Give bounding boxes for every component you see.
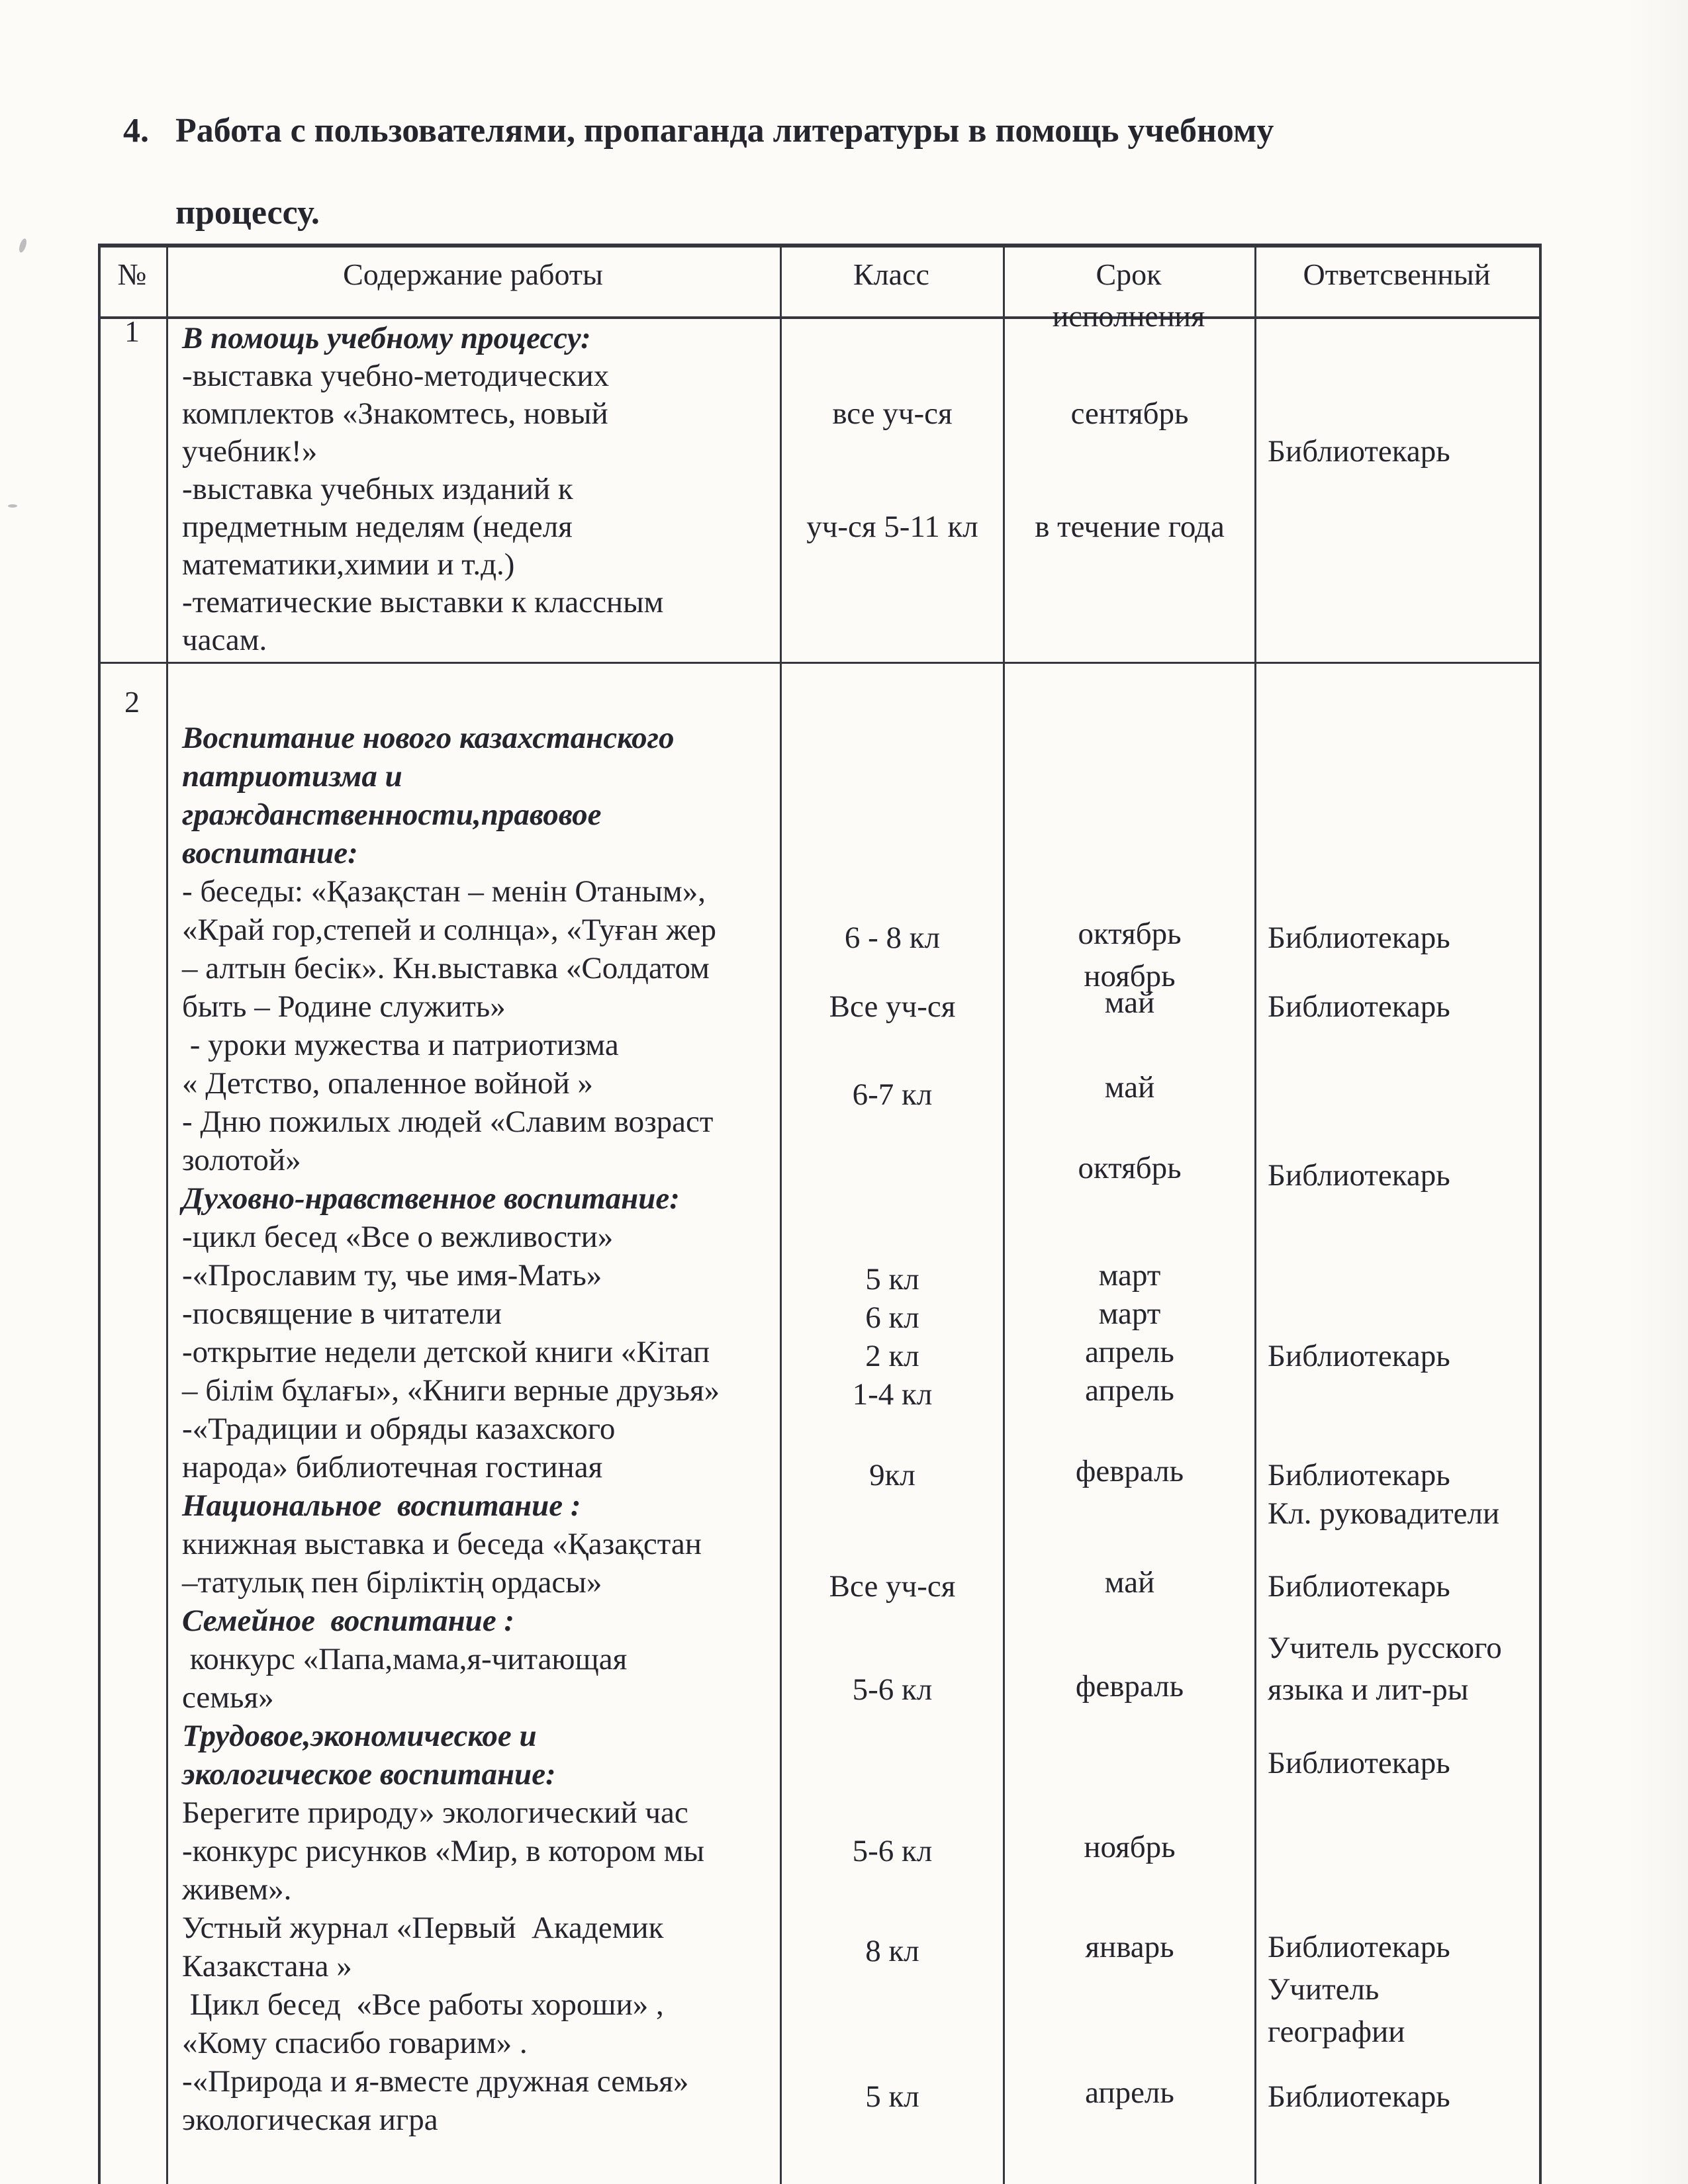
text-line: в течение года: [1035, 510, 1225, 544]
table-border-top: [98, 244, 1541, 248]
section-number: 4.: [123, 112, 149, 150]
text-line: экологическое воспитание:: [182, 1757, 556, 1792]
text-line: Устный журнал «Первый Академик: [182, 1911, 664, 1945]
section-title-text: Работа с пользователями, пропаганда литературы в помощь учебному: [175, 112, 1274, 150]
row1-bottom-border: [98, 662, 1541, 664]
text-line: -выставка учебных изданий к: [182, 472, 573, 506]
text-line: 5 кл: [865, 2079, 919, 2115]
text-line: 6 кл: [865, 1300, 919, 1335]
text-line: Библиотекарь: [1268, 989, 1450, 1024]
section-title: [123, 111, 1274, 151]
text-line: учебник!»: [182, 434, 318, 469]
text-line: воспитание:: [182, 836, 358, 870]
text-line: В помощь учебному процессу:: [182, 321, 591, 355]
text-line: -конкурс рисунков «Мир, в котором мы: [182, 1834, 705, 1868]
text-line: -открытие недели детской книги «Кітап: [182, 1335, 710, 1369]
text-line: Семейное воспитание :: [182, 1604, 515, 1638]
text-line: -«Традиции и обряды казахского: [182, 1412, 616, 1446]
text-line: 1-4 кл: [852, 1377, 933, 1412]
text-line: Библиотекарь: [1268, 434, 1450, 469]
column-divider-num: [166, 244, 168, 2184]
text-line: Библиотекарь: [1268, 1930, 1450, 1964]
text-line: «Край гор,степей и солнца», «Туған жер: [182, 913, 717, 947]
text-line: золотой»: [182, 1143, 301, 1177]
text-line: октябрь: [1078, 1150, 1182, 1185]
text-line: 9кл: [869, 1457, 915, 1492]
text-line: –татулық пен бірліктің ордасы»: [182, 1565, 602, 1600]
text-line: ноябрь: [1084, 958, 1176, 993]
text-line: языка и лит-ры: [1268, 1672, 1469, 1707]
text-line: Библиотекарь: [1268, 2079, 1450, 2115]
text-line: все уч-ся: [832, 396, 953, 431]
text-line: -цикл бесед «Все о вежливости»: [182, 1220, 614, 1254]
header-responsible: Ответсвенный: [1303, 257, 1491, 291]
text-line: Трудовое,экономическое и: [182, 1719, 537, 1753]
table-border-left: [98, 244, 101, 2184]
text-line: -«Природа и я-вместе дружная семья»: [182, 2064, 689, 2099]
text-line: гражданственности,правовое: [182, 797, 602, 832]
text-line: – білім бұлағы», «Книги верные друзья»: [182, 1373, 720, 1408]
text-line: Библиотекарь: [1268, 920, 1450, 955]
text-line: Библиотекарь: [1268, 1569, 1450, 1604]
text-line: Цикл бесед «Все работы хороши» ,: [182, 1987, 664, 2022]
section-title-line2: процессу.: [175, 194, 320, 232]
text-line: 8 кл: [865, 1933, 919, 1968]
text-line: апрель: [1085, 1373, 1174, 1408]
text-line: октябрь: [1078, 916, 1182, 951]
text-line: «Кому спасибо говарим» .: [182, 2026, 528, 2060]
scan-speck: [18, 238, 28, 253]
text-line: Кл. руковадители: [1268, 1496, 1500, 1531]
text-line: математики,химии и т.д.): [182, 547, 515, 582]
text-line: Библиотекарь: [1268, 1457, 1450, 1492]
text-line: январь: [1085, 1930, 1174, 1964]
text-line: Духовно-нравственное воспитание:: [182, 1181, 680, 1216]
header-content: Содержание работы: [343, 257, 603, 291]
text-line: Библиотекарь: [1268, 1338, 1450, 1373]
text-line: май: [1104, 1069, 1155, 1105]
text-line: географии: [1268, 2014, 1405, 2049]
scan-speck: [8, 504, 17, 508]
text-line: март: [1098, 1258, 1161, 1293]
text-line: Национальное воспитание :: [182, 1488, 581, 1523]
text-line: Все уч-ся: [829, 1569, 956, 1604]
text-line: май: [1104, 1565, 1155, 1600]
text-line: 5-6 кл: [852, 1834, 933, 1868]
text-line: Учитель русского: [1268, 1630, 1502, 1665]
text-line: уч-ся 5-11 кл: [806, 510, 978, 544]
text-line: Библиотекарь: [1268, 1745, 1450, 1780]
header-term-line2: исполнения: [1052, 299, 1205, 333]
text-line: Библиотекарь: [1268, 1158, 1450, 1193]
text-line: май: [1104, 985, 1155, 1021]
text-line: - уроки мужества и патриотизма: [182, 1028, 619, 1062]
text-line: -выставка учебно-методических: [182, 359, 610, 393]
text-line: быть – Родине служить»: [182, 989, 506, 1024]
text-line: март: [1098, 1297, 1161, 1331]
table-border-right: [1539, 244, 1542, 2184]
header-bottom-border: [98, 316, 1541, 319]
text-line: -«Прославим ту, чье имя-Мать»: [182, 1258, 602, 1293]
column-divider-term: [1254, 244, 1256, 2184]
text-line: Берегите природу» экологический час: [182, 1796, 688, 1830]
text-line: апрель: [1085, 2075, 1174, 2111]
text-line: Все уч-ся: [829, 989, 956, 1024]
text-line: Воспитание нового казахстанского: [182, 721, 675, 755]
text-line: комплектов «Знакомтесь, новый: [182, 396, 608, 431]
text-line: 5 кл: [865, 1261, 919, 1297]
text-line: патриотизма и: [182, 759, 402, 794]
text-line: книжная выставка и беседа «Қазақстан: [182, 1527, 702, 1561]
text-line: февраль: [1075, 1453, 1184, 1488]
header-class: Класс: [853, 257, 929, 291]
text-line: Учитель: [1268, 1972, 1380, 2007]
text-line: -тематические выставки к классным: [182, 585, 664, 619]
text-line: -посвящение в читатели: [182, 1297, 502, 1331]
text-line: часам.: [182, 623, 267, 657]
text-line: февраль: [1075, 1668, 1184, 1704]
text-line: – алтын бесік». Кн.выставка «Солдатом: [182, 951, 710, 985]
text-line: 6-7 кл: [852, 1077, 933, 1113]
header-num: №: [117, 257, 147, 291]
text-line: Казакстана »: [182, 1949, 352, 1983]
header-term-line1: Срок: [1096, 257, 1162, 291]
row2-number: 2: [124, 685, 140, 719]
text-line: конкурс «Папа,мама,я-читающая: [182, 1642, 628, 1676]
row1-number: 1: [124, 314, 140, 348]
text-line: народа» библиотечная гостиная: [182, 1450, 603, 1484]
text-line: апрель: [1085, 1335, 1174, 1369]
text-line: 5-6 кл: [852, 1672, 933, 1707]
text-line: экологическая игра: [182, 2103, 438, 2137]
text-line: предметным неделям (неделя: [182, 510, 573, 544]
text-line: - беседы: «Қазақстан – менін Отаным»,: [182, 874, 706, 909]
text-line: семья»: [182, 1680, 274, 1715]
text-line: живем».: [182, 1872, 292, 1907]
text-line: сентябрь: [1070, 396, 1189, 431]
text-line: 6 - 8 кл: [844, 920, 941, 955]
text-line: 2 кл: [865, 1338, 919, 1373]
text-line: ноябрь: [1084, 1830, 1176, 1865]
text-line: « Детство, опаленное войной »: [182, 1066, 593, 1101]
text-line: - Дню пожилых людей «Славим возраст: [182, 1105, 714, 1139]
